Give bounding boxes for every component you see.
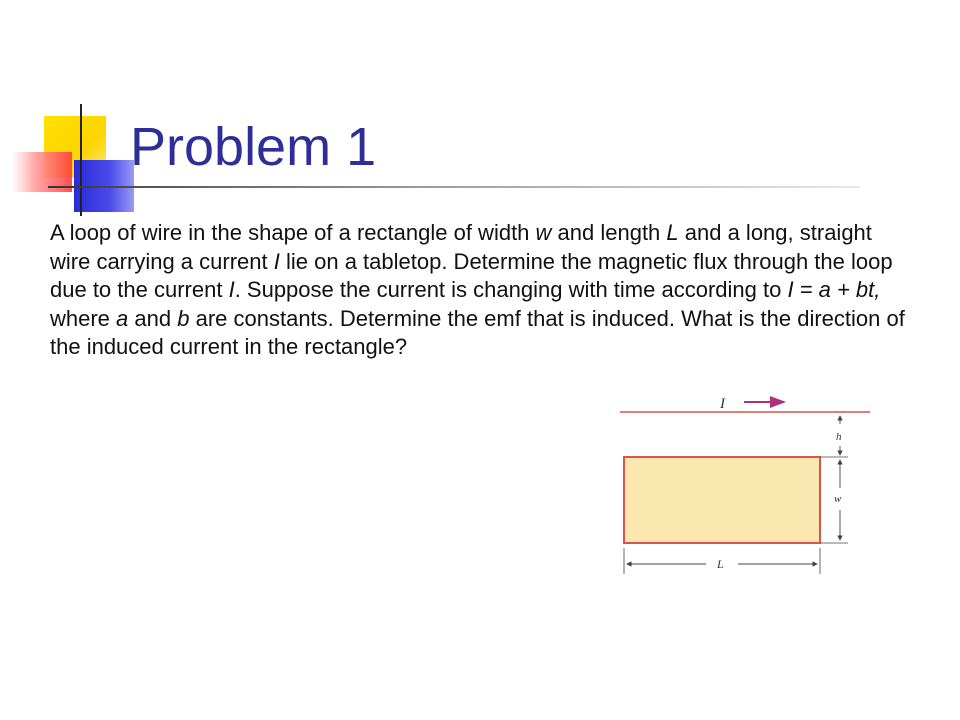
text-segment: . Suppose the current is changing with time according to bbox=[234, 277, 788, 302]
L-label: L bbox=[717, 557, 724, 571]
w-label: w bbox=[834, 493, 842, 505]
rectangular-loop bbox=[624, 457, 820, 543]
italic-symbol: I bbox=[228, 277, 235, 302]
italic-symbol: L bbox=[666, 220, 679, 245]
corner-decoration bbox=[0, 0, 140, 230]
current-label: I bbox=[720, 396, 725, 412]
italic-symbol: w bbox=[535, 220, 552, 245]
text-segment: where bbox=[50, 305, 117, 331]
text-segment: and a long, straight wire carrying a current bbox=[50, 220, 872, 274]
text-segment: lie on a tabletop. Determine the magnetic flux through the loop due to the current bbox=[50, 248, 893, 302]
slide-title: Problem 1 bbox=[130, 117, 377, 177]
italic-symbol: I = a + bt, bbox=[787, 277, 881, 302]
text-segment: are constants. Determine the emf that is induced. What is the direction of the induced current in the rectangle? bbox=[50, 305, 905, 359]
h-label: h bbox=[836, 431, 842, 443]
italic-symbol: b bbox=[177, 305, 190, 331]
text-segment: and bbox=[128, 305, 178, 331]
italic-symbol: I bbox=[273, 248, 280, 274]
text-segment: and length bbox=[551, 220, 667, 245]
text-segment: A loop of wire in the shape of a rectangle of width bbox=[50, 220, 536, 245]
problem-text bbox=[50, 219, 910, 362]
italic-symbol: a bbox=[116, 305, 129, 331]
title-underline bbox=[48, 186, 860, 188]
vertical-rule bbox=[80, 104, 82, 216]
wire-loop-figure bbox=[596, 384, 886, 584]
